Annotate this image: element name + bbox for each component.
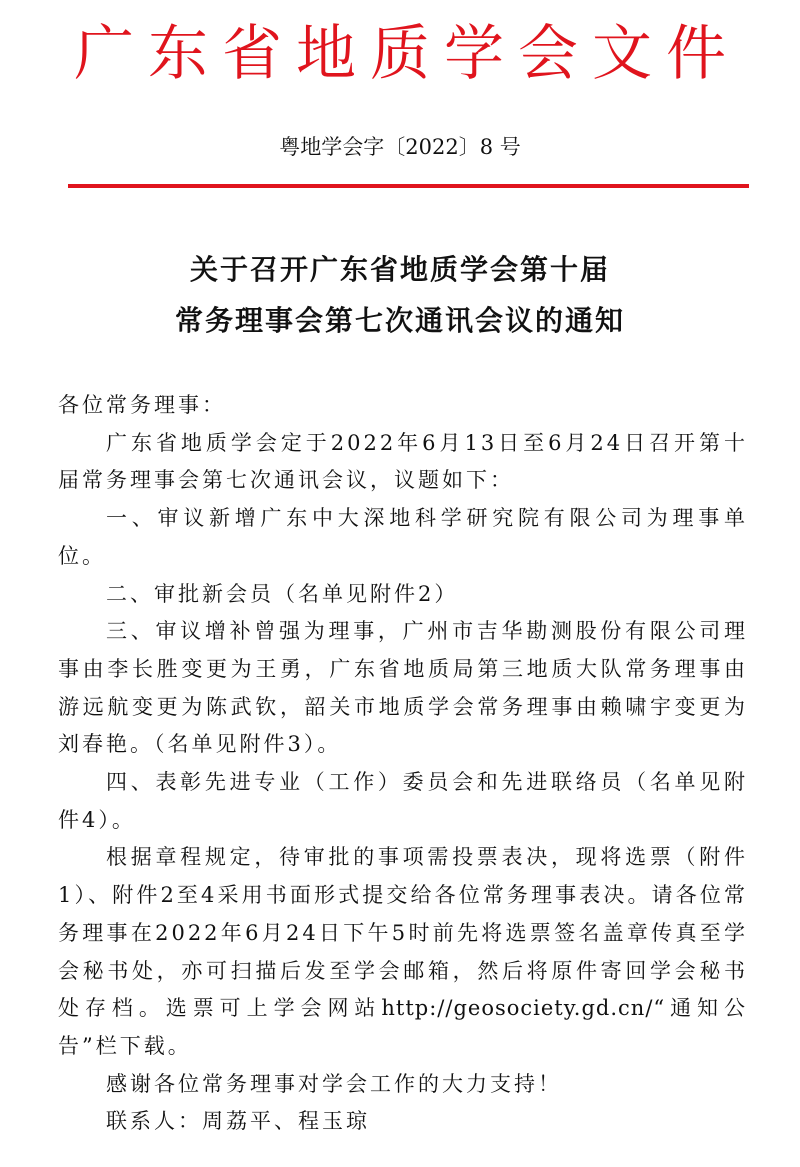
intro-paragraph: 广东省地质学会定于2022年6月13日至6月24日召开第十届常务理事会第七次通讯会议，议题如下： — [58, 430, 748, 493]
document-header-title: 广东省地质学会文件 — [74, 19, 740, 89]
agenda-item-2: 二、审批新会员（名单见附件2） — [106, 581, 459, 606]
voting-instructions-text: 根据章程规定，待审批的事项需投票表决，现将选票（附件1）、附件2至4采用书面形式提交给各位常务理事表决。请各位常务理事在2022年6月24日下午5时前先将选票签名盖章传真至学会秘书处，亦可扫描后发至学会邮箱，然后将原件寄回学会秘书处存档。选票可上学会网站 — [58, 845, 748, 1021]
contact-persons: 联系人：周荔平、程玉琼 — [106, 1109, 370, 1134]
agenda-item-4: 四、表彰先进专业（工作）委员会和先进联络员（名单见附件4）。 — [58, 770, 748, 832]
website-url-link[interactable]: http://geosociety.gd.cn/ — [381, 996, 654, 1021]
notice-title-line-1: 关于召开广东省地质学会第十届 — [189, 253, 610, 286]
voting-instructions — [58, 839, 748, 1065]
notice-body — [58, 387, 748, 1141]
salutation: 各位常务理事： — [58, 393, 226, 417]
agenda-item-3: 三、审议增补曾强为理事，广州市吉华勘测股份有限公司理事由李长胜变更为王勇，广东省地质局第三地质大队常务理事由游远航变更为陈武钦，韶关市地质学会常务理事由赖啸宇变更为刘春艳。（名单见附件3）。 — [58, 619, 748, 757]
voting-instructions-tail: “通知公告”栏下载。 — [58, 996, 748, 1058]
notice-title-line-2: 常务理事会第七次通讯会议的通知 — [174, 304, 625, 337]
agenda-item-1: 一、审议新增广东中大深地科学研究院有限公司为理事单位。 — [58, 506, 748, 568]
document-number: 粤地学会字〔2022〕8 号 — [279, 135, 521, 159]
red-divider-line — [68, 184, 749, 188]
thanks-paragraph: 感谢各位常务理事对学会工作的大力支持！ — [106, 1071, 562, 1096]
